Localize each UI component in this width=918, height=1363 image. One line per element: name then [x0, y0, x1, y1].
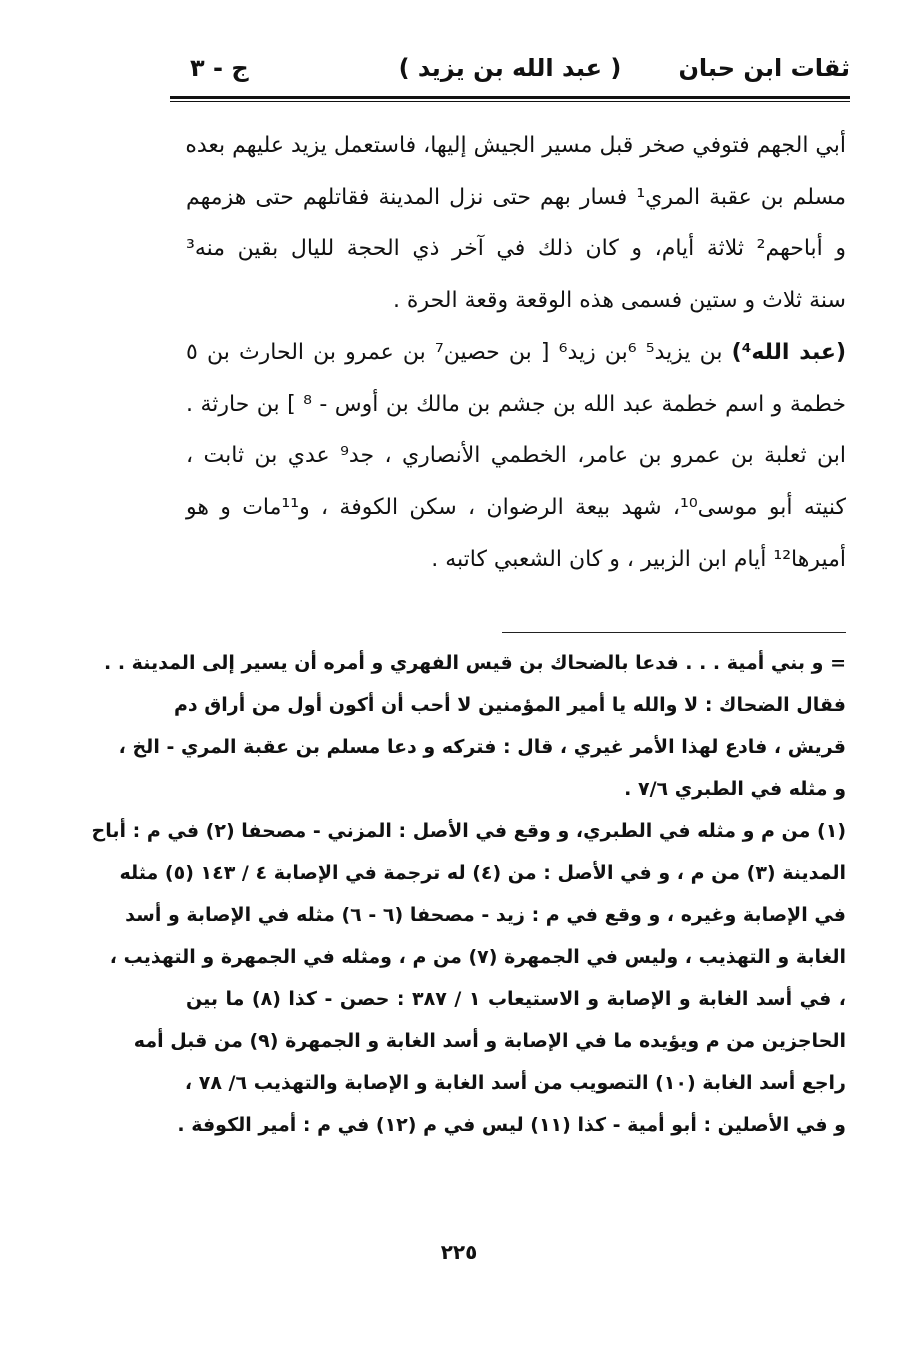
entry-first-line	[186, 327, 846, 379]
footnote-line: (١) من م و مثله في الطبري، و وقع في الأصل : المزني - مصحفا (٢) في م : أباح	[91, 820, 846, 842]
footnotes	[91, 642, 847, 1146]
footnote-line: المدينة (٣) من م ، و في الأصل : من (٤) له ترجمة في الإصابة ٤ / ١٤٣ (٥) مثله	[119, 862, 846, 884]
footnote-line: قريش ، فادع لهذا الأمر غيري ، قال : فتركه و دعا مسلم بن عقبة المري - الخ ،	[118, 736, 846, 758]
running-header	[170, 48, 850, 92]
header-rule-thick	[170, 96, 850, 99]
text-line: أبي الجهم فتوفي صخر قبل مسير الجيش إليها، فاستعمل يزيد عليهم بعده	[185, 133, 846, 158]
footnote-line: راجع أسد الغابة (١٠) التصويب من أسد الغابة و الإصابة والتهذيب ٦/ ٧٨ ،	[184, 1072, 846, 1094]
entry-name: ( عبد الله بن يزيد )	[398, 54, 622, 82]
volume-number: ج - ٣	[190, 54, 249, 82]
page-number: ٢٢٥	[440, 1240, 478, 1264]
entry-number: ٥	[186, 339, 198, 365]
footnote-line: في الإصابة وغيره ، و وقع في م : زيد - مصحفا (٦ - ٦) مثله في الإصابة و أسد	[125, 904, 846, 926]
footnote-line: الغابة و التهذيب ، وليس في الجمهرة (٧) من م ، ومثله في الجمهرة و التهذيب ،	[109, 946, 846, 968]
footnote-line: = و بني أمية . . . فدعا بالضحاك بن قيس الفهري و أمره أن يسير إلى المدينة . .	[104, 652, 846, 674]
header-rule-thin	[170, 101, 850, 102]
footnote-rule	[502, 632, 846, 633]
footnote-line: ، في أسد الغابة و الإصابة و الاستيعاب ١ / ٣٨٧ : حصن - كذا (٨) ما بين	[186, 988, 847, 1010]
text-line: أميرها¹² أيام ابن الزبير ، و كان الشعبي كاتبه .	[431, 546, 846, 572]
text-line: خطمة و اسم خطمة عبد الله بن جشم بن مالك بن أوس - ⁸ ] بن حارثة .	[186, 391, 846, 417]
text-line: سنة ثلاث و ستين فسمى هذه الوقعة وقعة الحرة .	[392, 288, 846, 314]
entry-text: بن يزيد⁵ ⁶بن زيد⁶ [ بن حصين⁷ بن عمرو بن الحارث بن	[206, 339, 723, 365]
book-title: ثقات ابن حبان	[678, 54, 850, 82]
text-line: ابن ثعلبة بن عمرو بن عامر، الخطمي الأنصاري ، جد⁹ عدي بن ثابت ،	[186, 443, 846, 469]
footnote-line: الحاجزين من م ويؤيده ما في الإصابة و أسد الغابة و الجمهرة (٩) من قبل أمه	[133, 1030, 846, 1052]
text-line: مسلم بن عقبة المري¹ فسار بهم حتى نزل المدينة فقاتلهم حتى هزمهم	[186, 184, 846, 210]
footnote-line: و مثله في الطبري ٧/٦ .	[624, 778, 846, 800]
text-line: كنيته أبو موسى¹⁰، شهد بيعة الرضوان ، سكن الكوفة ، و¹¹مات و هو	[186, 494, 847, 520]
footnote-line: و في الأصلين : أبو أمية - كذا (١١) ليس في م (١٢) في م : أمير الكوفة .	[177, 1114, 846, 1136]
entry-lead: (عبد الله⁴)	[731, 339, 847, 365]
main-text	[186, 120, 846, 585]
text-line: و أباحهم² ثلاثة أيام، و كان ذلك في آخر ذي الحجة لليال بقين منه³	[186, 236, 847, 262]
footnote-line: فقال الضحاك : لا والله يا أمير المؤمنين لا أحب أن أكون أول من أراق دم	[173, 694, 846, 716]
